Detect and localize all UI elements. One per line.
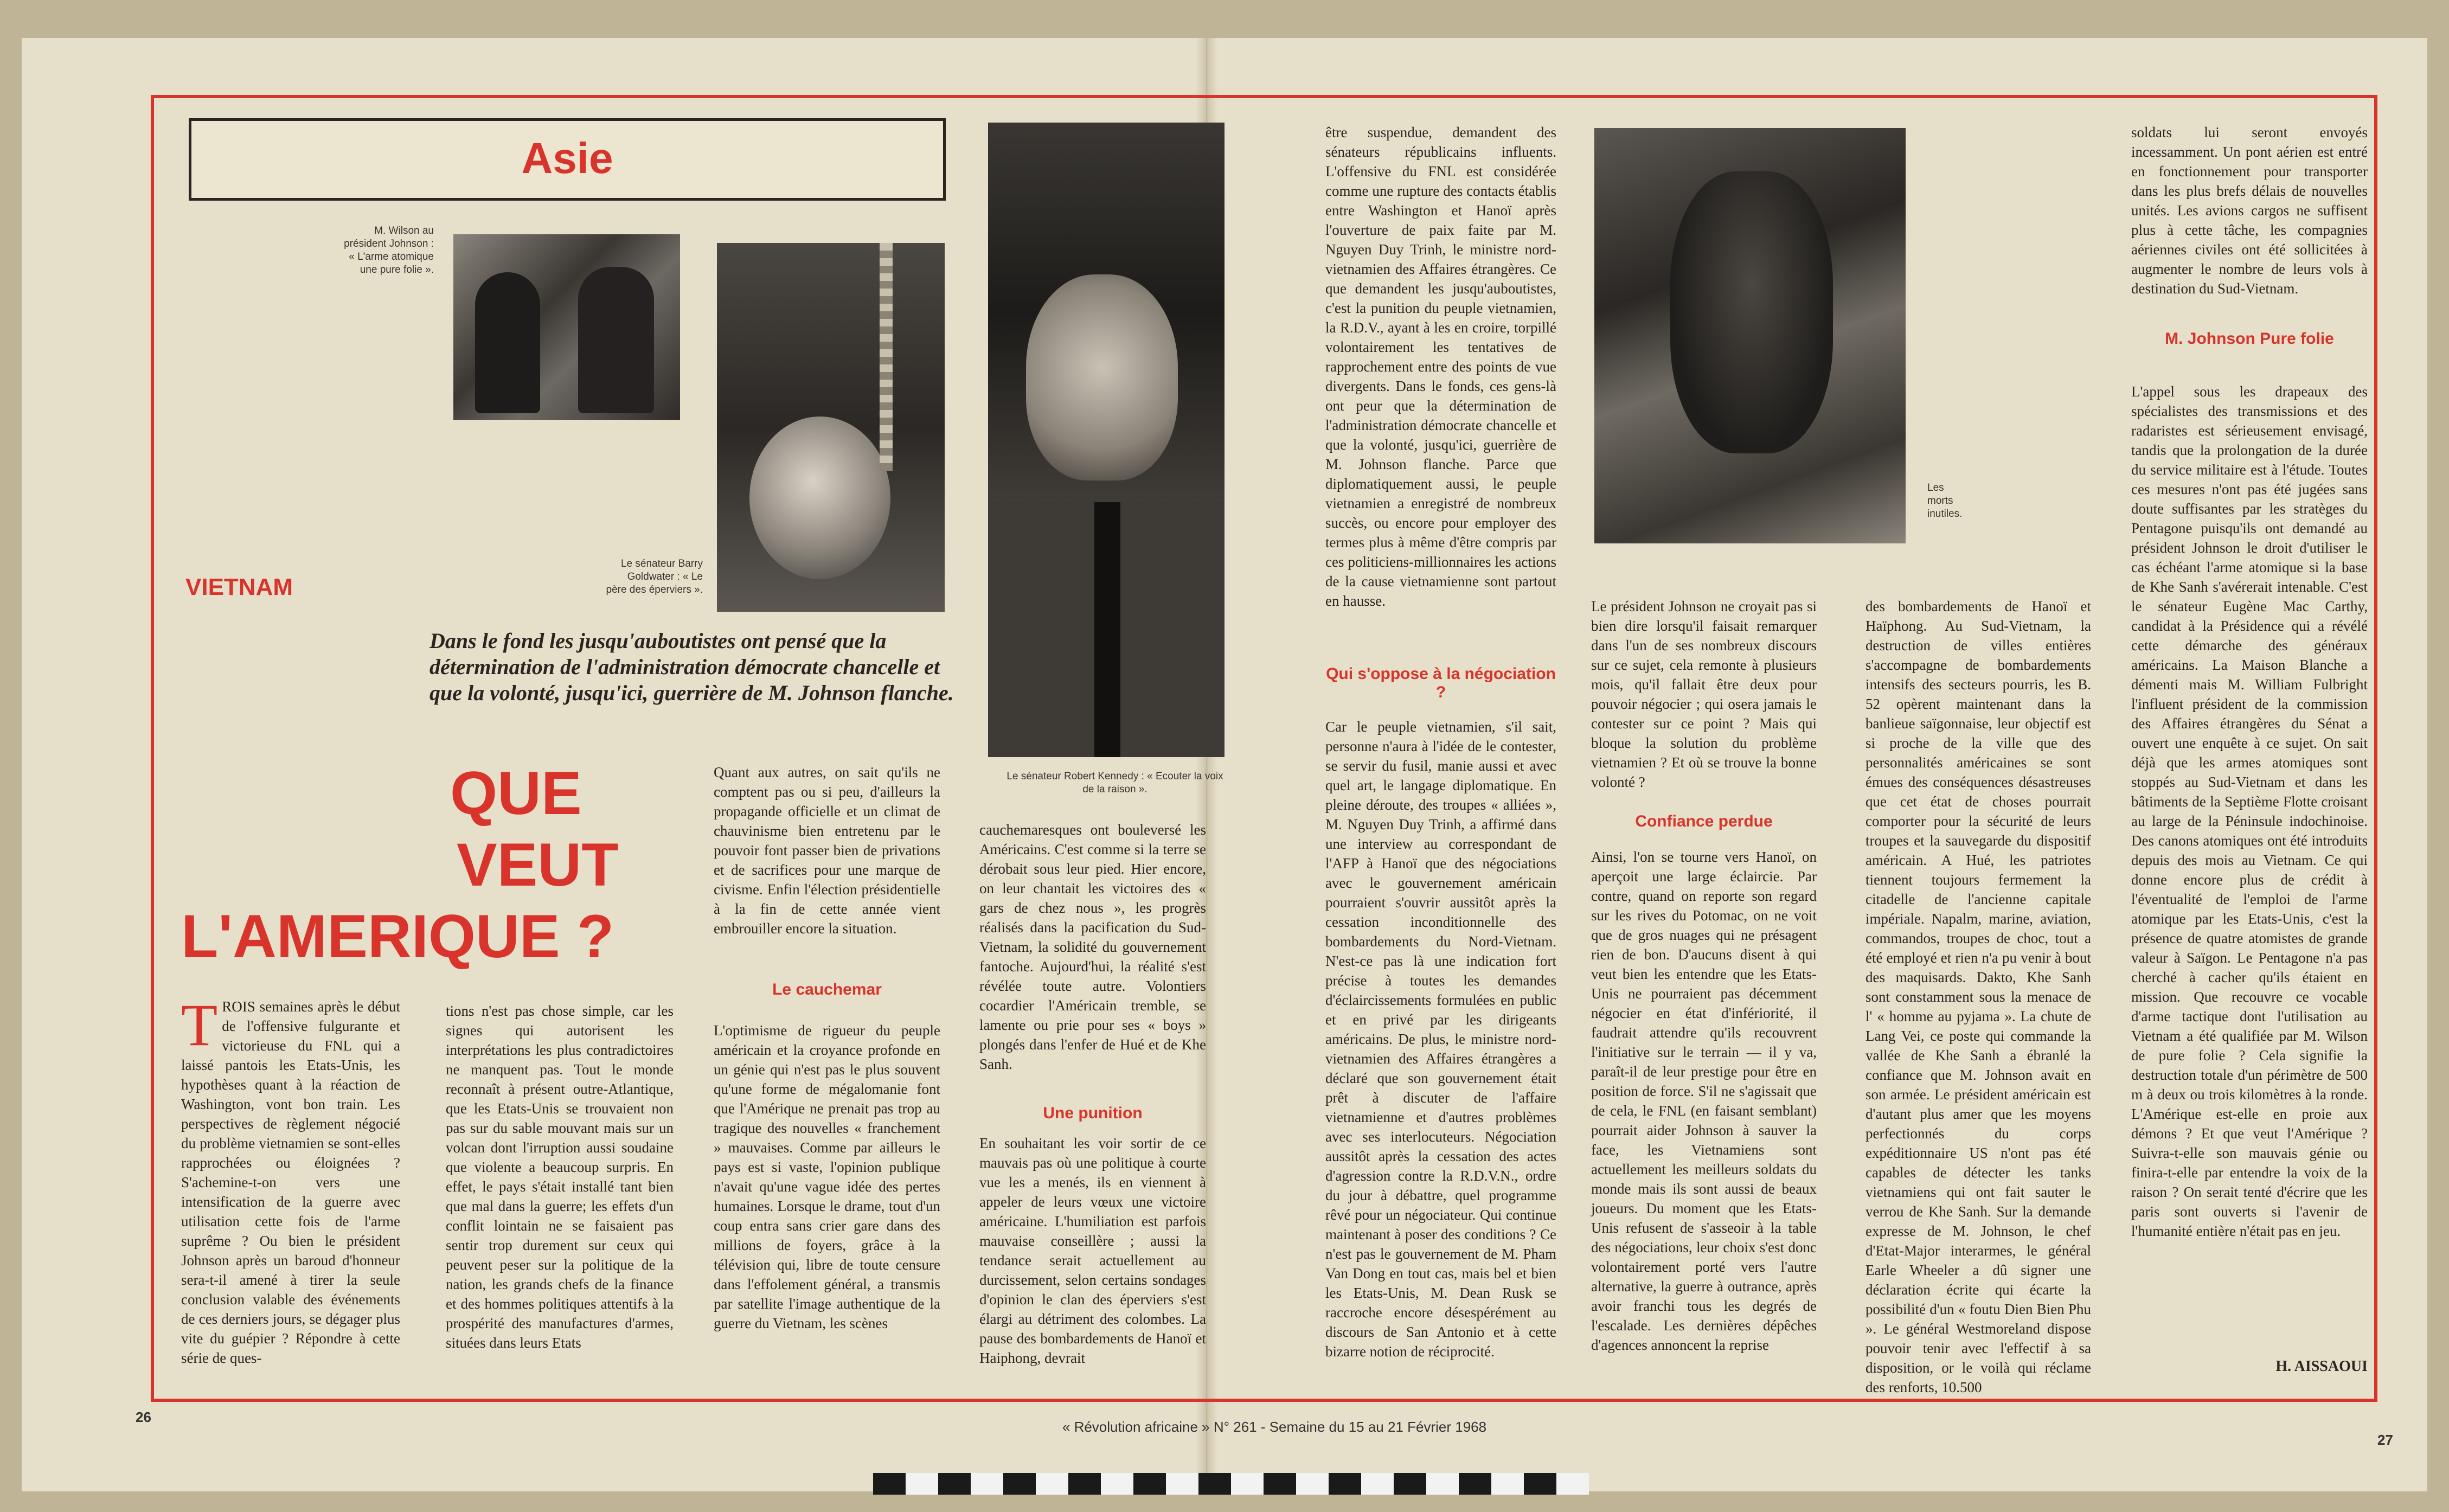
headline-line-3: L'AMERIQUE ? bbox=[181, 902, 614, 970]
region-label: VIETNAM bbox=[185, 574, 293, 600]
kennedy-caption: Le sénateur Robert Kennedy : « Ecouter la voix de la raison ». bbox=[1006, 771, 1223, 795]
headline-line-1: QUE bbox=[450, 759, 582, 827]
text-column-2: tions n'est pas chose simple, car les signes qui autorisent les interprétations les plus contradictoires ne manquent pas. Tout le monde reconnaît à présent outre-Atlantique, que les Etats-Unis se trouvaient non pas sur du sable mouvant mais sur un volcan dont l'irruption aussi soudaine que violente a beaucoup surpris. En effet, le pays s'était installé tant bien que mal dans la guerre; les effets d'un conflit lointain ne se faisaient pas sentir trop durement sur ceux qui peuvent peser sur la politique de la nation, les grands chefs de la finance et des hommes politiques attentifs à la prospérité des manufactures d'armes, situées dans leurs Etats bbox=[446, 1003, 674, 1351]
section-title: Asie bbox=[521, 134, 613, 182]
headline-line-2: VEUT bbox=[457, 831, 619, 899]
text-column-7: des bombardements de Hanoï et Haïphong. Au Sud-Vietnam, la destruction de villes entières s'accompagne de bombardements intensifs des secteurs pourris, les B. 52 opèrent maintenant dans la banlieue saïgonnaise, leur objectif est si proche de la ville que des personnalités américaines se sont émues des conséquences désastreuses que cet état de choses pourrait comporter pour la sécurité de leurs troupes et la sauvegarde du dispositif américain. A Hué, les patriotes tiennent toujours fermement la citadelle de l'ancienne capitale impériale. Napalm, marine, aviation, commandos, troupes de choc, tout a été employé et rien n'a pu venir à bout des maquisards. Dakto, Khe Sanh sont constamment sous la menace de l' « homme au pyjama ». La chute de Lang Vei, ce poste qui commande la vallée de Khe Sanh a ébranlé la confiance que M. Johnson avait en son armée. Le président américain est d'autant plus amer que les moyens perfectionnés du corps expéditionnaire US n'ont pas été capables de détecter les tanks vietnamiens qui ont fait sauter le verrou de Khe Sanh. Sur la demande expresse de M. Johnson, le chef d'Etat-Major interarmes, le général Earle Wheeler a dû signer une déclaration écrite qui écarte la possibilité d'un « foutu Dien Bien Phu ». Le général Westmoreland dispose pouvoir tenir avec l'effectif à sa disposition, or le voilà qui réclame des renforts, 10.500 bbox=[1865, 598, 2091, 1395]
footer-publication: « Révolution africaine » N° 261 - Semaine du 15 au 21 Février 1968 bbox=[1062, 1419, 1487, 1435]
text-column-6b: Ainsi, l'on se tourne vers Hanoï, on aperçoit une large éclaircie. Par contre, quand on reporte son regard sur les rives du Potomac, on ne voit que de gros nuages qui ne présagent rien de bon. D'aucuns disent à qui veut bien les entendre que les Etats-Unis ne pourraient pas décemment négocier en état d'infériorité, il faudrait attendre qu'ils recouvrent l'initiative sur le terrain — il y va, paraît-il de leur prestige pour être en position de force. S'il ne s'agissait que de cela, le FNL (en faisant semblant) pourrait aider Johnson à sauver la face, les Vietnamiens sont actuellement les meilleurs soldats du monde mais ils sont aussi de beaux joueurs. Du moment que les Etats-Unis refusent de s'asseoir à la table des négociations, leur choix s'est donc volontairement porté vers l'autre alternative, la guerre à outrance, après avoir franchi tous les degrés de l'escalade. Les dernières dépêches d'agences annoncent la reprise bbox=[1591, 849, 1817, 1353]
dead-soldiers-photo bbox=[1594, 128, 1906, 543]
text-column-3: Quant aux autres, on sait qu'ils ne comptent pas ou si peu, d'ailleurs la propagande officielle et un climat de chauvinisme bien entretenu par le pouvoir font passer bien de privations et de sacrifices pour une marque de civisme. Enfin l'élection présidentielle à la fin de cette année vient embrouiller encore la situation. bbox=[714, 764, 940, 937]
subhead-confiance: Confiance perdue bbox=[1635, 812, 1773, 830]
goldwater-caption: Le sénateur Barry Goldwater : « Le père des éperviers ». bbox=[606, 558, 703, 595]
text-column-6: Le président Johnson ne croyait pas si bien dire lorsqu'il faisait remarquer dans l'un de ses nombreux discours sur ce sujet, cela remonte à plusieurs mois, qu'il fallait être deux pour pouvoir négocier ; qui osera jamais le contester sur ce point ? Mais qui bloque la solution du problème vietnamien ? Et où se trouve la bonne volonté ? bbox=[1591, 598, 1817, 790]
subhead-johnson-folie: M. Johnson Pure folie bbox=[2165, 330, 2334, 348]
column-1-text: ROIS semaines après le début de l'offensive fulgurante et victorieuse du FNL qui a laissé pantois les Etats-Unis, les hypothèses quant à la réaction de Washington, vont bon train. Les perspectives de règlement négocié du problème vietnamien se sont-elles rapprochées ou éloignées ? S'achemine-t-on vers une intensification de la guerre avec utilisation cette fois de l'arme suprême ? Ou bien le président Johnson après un baroud d'honneur sera-t-il amené à tirer la seule conclusion valable des événements de ces derniers jours, se dégager plus vite du guépier ? Répondre à cette série de ques- bbox=[181, 998, 400, 1366]
drop-cap: T bbox=[181, 992, 218, 1058]
text-column-8b: L'appel sous les drapeaux des spécialistes des transmissions et des radaristes est sérieusement envisagé, tandis que la prolongation de la durée du service militaire est à l'étude. Toutes ces mesures n'ont pas été jugées sans doute suffisantes par les stratèges du Pentagone puisqu'ils ont demandé au président Johnson le droit d'utiliser le cas échéant l'arme atomique si la base de Khe Sanh s'avérerait intenable. C'est le sénateur Eugène Mac Carthy, candidat à la Présidence qui a révélé cette démarche des généraux américains. La Maison Blanche a démenti mais M. William Fulbright l'influent président de la commission des Affaires étrangères du Sénat a ouvert une enquête à ce sujet. On sait déjà que les armes atomiques sont stoppés au Sud-Vietnam et dans les bâtiments de la Septième Flotte croisant au large de la Péninsule indochinoise. Des canons atomiques ont été introduits depuis des mois au Vietnam. Ce qui donne encore plus de crédit à l'éventualité de l'emploi de l'arme atomique par les Etats-Unis, c'est la présence de quatre atomistes de grande valeur à Saïgon. Le Pentagone n'a pas cherché à cacher qu'ils étaient en mission. Que recouvre ce vocable d'arme tactique dont l'utilisation au Vietnam a été qualifiée par M. Wilson de pure folie ? Cela signifie la destruction totale d'un périmètre de 500 m à deux ou trois kilomètres à la ronde. L'Amérique est-elle en proie aux démons ? Et que veut l'Amérique ? Suivra-t-elle son mauvais génie ou finira-t-elle par entendre la voix de la raison ? On serait tenté d'écrire que les paris sont ouverts si l'avenir de l'humanité entière n'était pas en jeu. bbox=[2131, 383, 2368, 1239]
text-column-4b: En souhaitant les voir sortir de ce mauvais pas où une politique à courte vue les a menés, ils en viennent à appeler de leurs vœux une victoire américaine. L'humiliation est parfois mauvaise conseillère ; aussi la tendance serait actuellement au durcissement, selon certains sondages d'opinion le clan des éperviers s'est élargi au détriment des colombes. La pause des bombardements de Hanoï et Haiphong, devrait bbox=[979, 1135, 1206, 1366]
author-signature: H. AISSAOUI bbox=[2275, 1358, 2368, 1375]
text-column-3b: L'optimisme de rigueur du peuple américain et la croyance profonde en un génie qui n'est pas le plus souvent qu'une forme de mégalomanie font que l'Amérique ne prenait pas trop au tragique des nouvelles « franchement » mauvaises. Comme par ailleurs le pays est si vaste, l'opinion publique n'avait qu'une vague idée des pertes humaines. Lorsque le drame, tout d'un coup entra sans crier gare dans des millions de foyers, grâce à la télévision qui, libre de toute censure dans l'effolement général, a transmis par satellite l'image authentique de la guerre du Vietnam, les scènes bbox=[714, 1022, 940, 1331]
text-column-8: soldats lui seront envoyés incessamment. Un pont aérien est entré en fonctionnement pour transporter dans les plus brefs délais de nouvelles unités. Les avions cargos ne suffisent plus à cette tâche, les compagnies aériennes civiles ont été sollicitées à augmenter le nombre de leurs vols à destination du Sud-Vietnam. bbox=[2131, 124, 2368, 297]
text-column-4: cauchemaresques ont bouleversé les Américains. C'est comme si la terre se dérobait sous leur pied. Hier encore, on leur chantait les victoires des « gars de chez nous », les progrès réalisés dans la pacification du Sud-Vietnam, la solidité du gouvernement fantoche. Aujourd'hui, la réalité s'est révélée toute autre. Volontiers cocardier l'Américain tremble, se lamente ou prie pour ses « boys » plongés dans l'enfer de Hué et de Khe Sanh. bbox=[979, 822, 1206, 1072]
text-column-1 bbox=[181, 992, 400, 1366]
wilson-caption: M. Wilson au président Johnson : « L'arme atomique une pure folie ». bbox=[344, 225, 434, 276]
text-column-5: être suspendue, demandent des sénateurs républicains influents. L'offensive du FNL est considérée comme une rupture des contacts établis entre Washington et Hanoï après l'ouverture de paix faite par M. Nguyen Duy Trinh, le ministre nord-vietnamien des Affaires étrangères. Ce que demandent les jusqu'auboutistes, c'est la punition du peuple vietnamien, la R.D.V., ayant à les en croire, torpillé volontairement les tentatives de rapprochement entre des points de vue divergents. Dans le fonds, ces gens-là ont peur que la détermination de l'administration démocrate chancelle et que la volonté, jusqu'ici, guerrière de M. Johnson flanche. Parce que diplomatiquement aussi, le peuple vietnamien a enregistré de nombreux succès, ou encore pour employer des termes plus à même d'être compris par ces politiciens-millionnaires les actions de la cause vietnamienne sont partout en hausse. bbox=[1325, 124, 1556, 609]
right-page-number: 27 bbox=[2377, 1432, 2393, 1448]
goldwater-photo bbox=[717, 243, 945, 612]
subhead-punition: Une punition bbox=[1043, 1104, 1143, 1122]
standfirst: Dans le fond les jusqu'auboutistes ont pensé que la détermination de l'administration démocrate chancelle et que la volonté, jusqu'ici, guerrière de M. Johnson flanche. bbox=[429, 629, 954, 705]
subhead-cauchemar: Le cauchemar bbox=[772, 981, 882, 998]
left-page-number: 26 bbox=[136, 1409, 151, 1425]
dead-caption: Les morts inutiles. bbox=[1927, 482, 1963, 520]
subhead-oppose: Qui s'oppose à la négociation ? bbox=[1326, 665, 1556, 701]
wilson-johnson-photo bbox=[453, 234, 680, 420]
text-column-5b: Car le peuple vietnamien, s'il sait, personne n'aura à l'idée de le contester, se servir du fusil, manie aussi et avec quel art, le langage diplomatique. En pleine déroute, des troupes « alliées », M. Nguyen Duy Trinh, a affirmé dans une interview au correspondant de l'AFP à Hanoï que des négociations avec le gouvernement américain pourraient s'ouvrir aussitôt après la cessation inconditionnelle des bombardements du Nord-Vietnam. N'est-ce pas là une indication fort précise à toutes les demandes d'éclaircissements formulées en public et en privé par les dirigeants américains. De plus, le ministre nord-vietnamien des Affaires étrangères a déclaré que son gouvernement était prêt à discuter de l'affaire vietnamienne et d'autres problèmes avec ses interlocuteurs. Négociation aussitôt après la cessation des actes d'agression contre la R.D.V.N., ordre du jour à débattre, quel programme rêvé pour un négociateur. Qui continue maintenant à poser des conditions ? Ce n'est pas le gouvernement de M. Pham Van Dong en tout cas, mais bel et bien les Etats-Unis, M. Dean Rusk se raccroche encore désespérément au discours de San Antonio et à cette bizarre notion de réciprocité. bbox=[1325, 719, 1556, 1360]
kennedy-photo bbox=[988, 123, 1224, 757]
scan-ruler bbox=[873, 1473, 1589, 1495]
